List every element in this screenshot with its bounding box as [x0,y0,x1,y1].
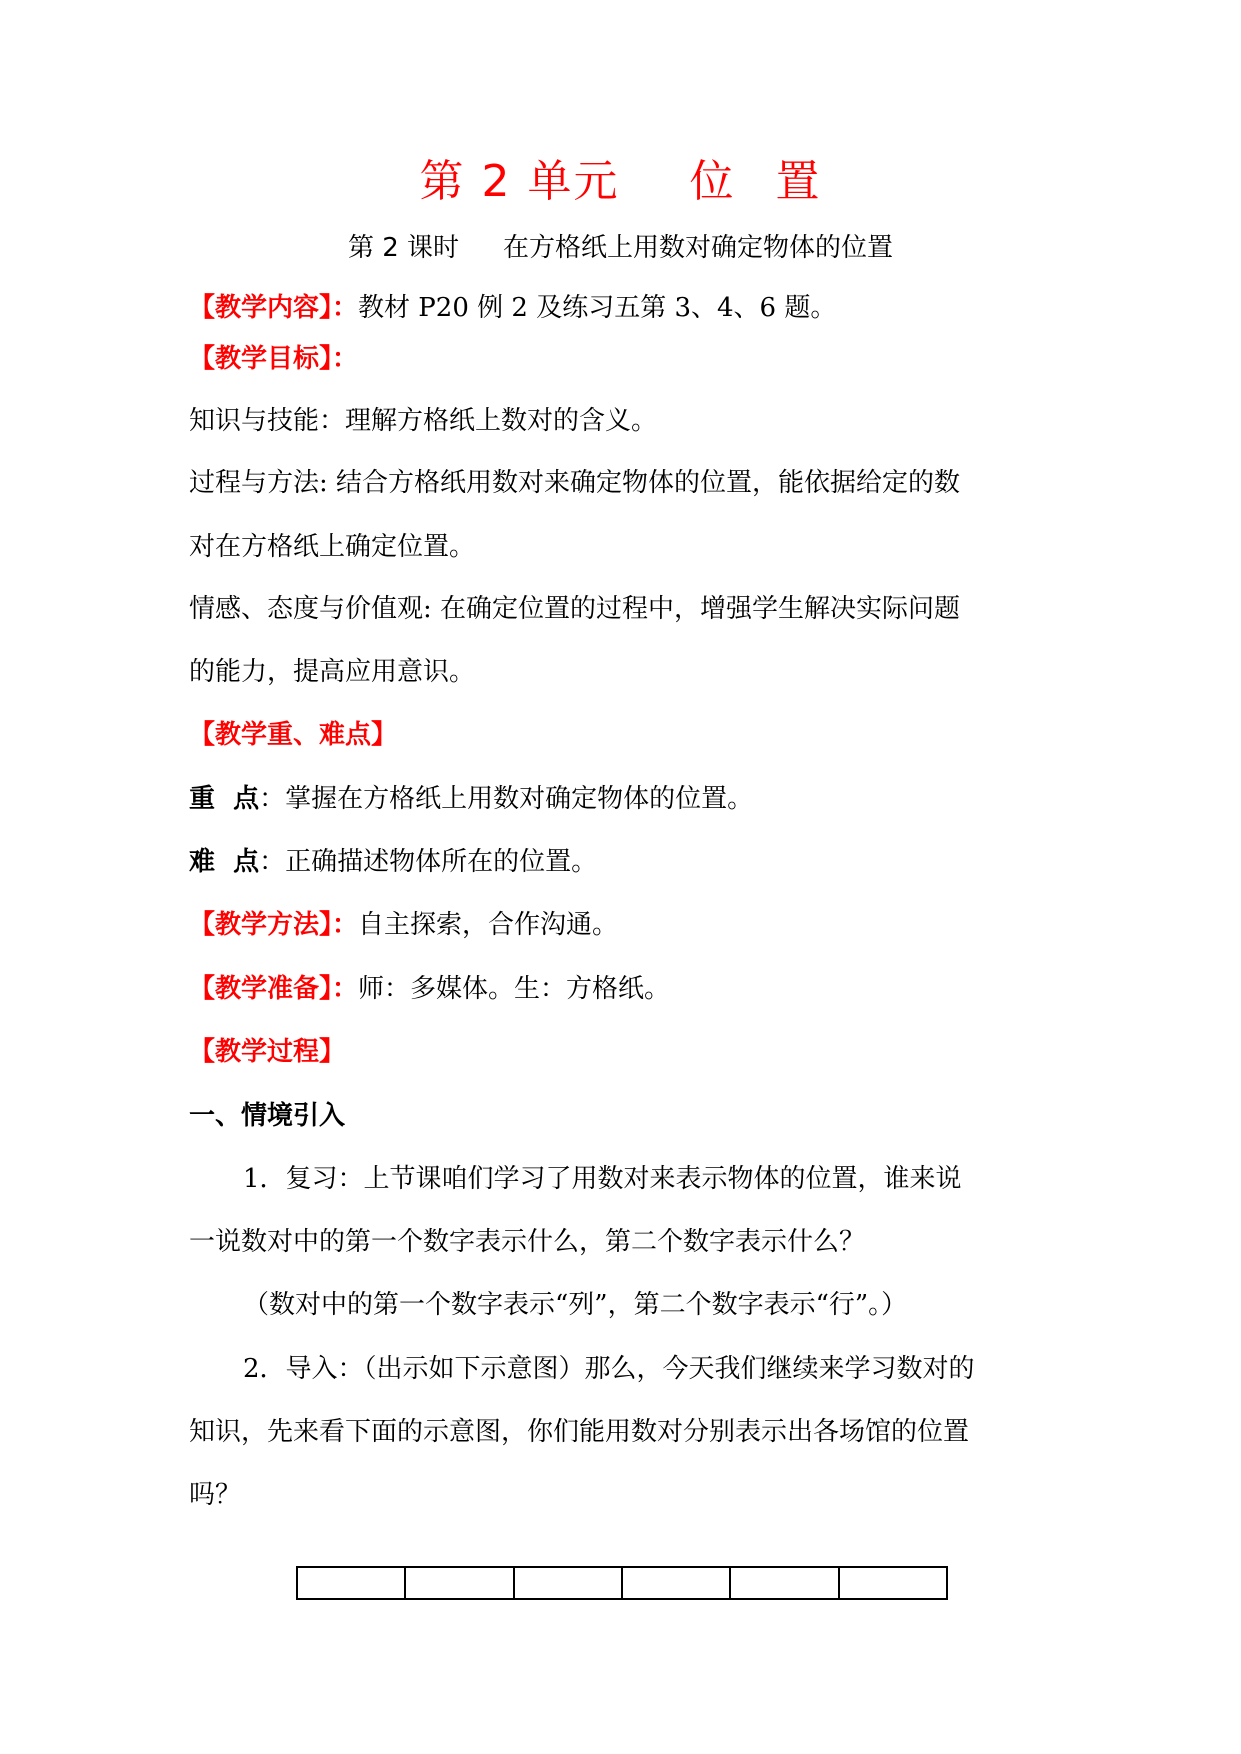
unit-name-char-2: 置 [775,156,822,207]
grid-row [297,1567,947,1599]
goal-emotion-line-2: 的能力，提高应用意识。 [189,657,476,687]
intro-line-1: 2．导入：（出示如下示意图）那么，今天我们继续来学习数对的 [243,1354,975,1384]
difficult-point-text: ：正确描述物体所在的位置。 [259,847,598,877]
goal-process-line-2: 对在方格纸上确定位置。 [189,532,476,562]
goal-emotion-line-1: 情感、态度与价值观: 在确定位置的过程中，增强学生解决实际问题 [189,594,961,624]
grid-cell [622,1567,730,1599]
teaching-goals-heading [189,340,1069,378]
teaching-process-label: 【教学过程】 [189,1037,346,1067]
teaching-method-label: 【教学方法】： [189,910,359,940]
review-line-2: 一说数对中的第一个数字表示什么，第二个数字表示什么？ [189,1227,866,1257]
goal-process-line-1: 过程与方法: 结合方格纸用数对来确定物体的位置，能依据给定的数 [189,468,961,498]
review-answer: （数对中的第一个数字表示“列”，第二个数字表示“行”。） [243,1290,908,1320]
teaching-goals-label: 【教学目标】： [189,344,359,374]
teaching-content-label: 【教学内容】： [189,293,359,323]
unit-name-char-1: 位 [689,156,736,207]
keypoints-heading [189,716,1069,754]
grid-cell [839,1567,947,1599]
unit-title [0,152,1241,212]
teaching-content-text: 教材 P20 例 2 及练习五第 3、4、6 题。 [358,293,837,323]
section-heading: 一、情境引入 [189,1101,346,1131]
review-line-1: 1．复习：上节课咱们学习了用数对来表示物体的位置，谁来说 [243,1164,962,1194]
goal-knowledge: 知识与技能：理解方格纸上数对的含义。 [189,406,658,436]
lesson-number: 第 2 课时 [347,233,460,263]
lesson-topic: 在方格纸上用数对确定物体的位置 [503,233,894,263]
teaching-process-heading [189,1033,1069,1071]
teaching-prep [189,970,1069,1008]
unit-number: 第 2 单元 [419,156,620,207]
grid-cell [297,1567,405,1599]
key-point-text: ：掌握在方格纸上用数对确定物体的位置。 [259,784,754,814]
teaching-prep-text: 师：多媒体。生：方格纸。 [358,974,671,1004]
teaching-prep-label: 【教学准备】： [189,974,359,1004]
grid-diagram [296,1566,948,1600]
grid-cell [405,1567,513,1599]
grid-cell [730,1567,838,1599]
intro-line-2: 知识，先来看下面的示意图，你们能用数对分别表示出各场馆的位置 [189,1417,970,1447]
grid-cell [514,1567,622,1599]
key-point-label: 重 点 [189,784,260,814]
lesson-title [0,230,1241,266]
keypoints-label: 【教学重、难点】 [189,720,398,750]
intro-line-3: 吗？ [189,1480,242,1510]
difficult-point-label: 难 点 [189,847,260,877]
key-point [189,780,1069,818]
difficult-point [189,843,1069,881]
teaching-method [189,906,1069,944]
teaching-content [189,289,1069,327]
teaching-method-text: 自主探索，合作沟通。 [358,910,619,940]
